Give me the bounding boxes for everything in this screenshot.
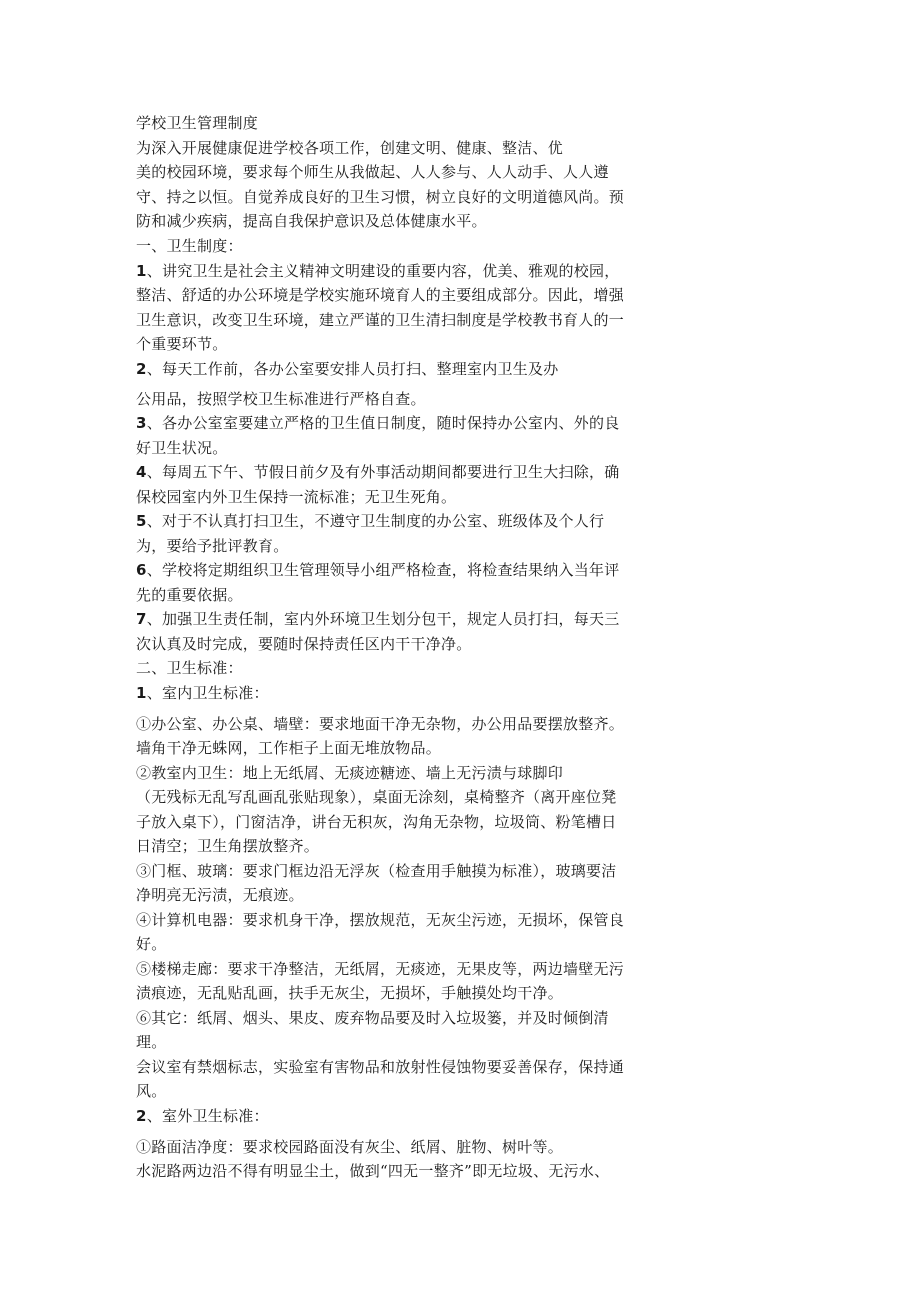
item-number: 2 <box>136 360 147 378</box>
rule-item-line: 公用品，按照学校卫生标准进行严格自查。 <box>136 390 426 408</box>
rule-item-line: 1、讲究卫生是社会主义精神文明建设的重要内容，优美、雅观的校园， <box>136 262 620 280</box>
standard-line: 墙角干净无蛛网，工作柜子上面无堆放物品。 <box>136 739 442 757</box>
rule-item-line: 6、学校将定期组织卫生管理领导小组严格检查，将检查结果纳入当年评 <box>136 561 620 579</box>
subsection-number: 2 <box>136 1107 147 1125</box>
item-number: 3 <box>136 414 147 432</box>
standard-line: 好。 <box>136 935 167 953</box>
standard-line: 会议室有禁烟标志，实验室有害物品和放射性侵蚀物要妥善保存，保持通 <box>136 1058 625 1076</box>
rule-item-line: 整洁、舒适的办公环境是学校实施环境育人的主要组成部分。因此，增强 <box>136 286 625 304</box>
rule-item-line: 3、各办公室室要建立严格的卫生值日制度，随时保持办公室内、外的良 <box>136 414 620 432</box>
rule-item-line: 好卫生状况。 <box>136 439 228 457</box>
standard-line: ⑤楼梯走廊：要求干净整洁，无纸屑，无痰迹，无果皮等，两边墙壁无污 <box>136 960 625 978</box>
item-number: 4 <box>136 463 147 481</box>
subsection-number: 1 <box>136 684 147 702</box>
rule-item-line: 7、加强卫生责任制，室内外环境卫生划分包干，规定人员打扫，每天三 <box>136 610 620 628</box>
rule-item-line: 4、每周五下午、节假日前夕及有外事活动期间都要进行卫生大扫除，确 <box>136 463 620 481</box>
rule-item-line: 为，要给予批评教育。 <box>136 537 289 555</box>
rule-item-line: 2、每天工作前，各办公室要安排人员打扫、整理室内卫生及办 <box>136 360 559 378</box>
intro-line: 防和减少疾病，提高自我保护意识及总体健康水平。 <box>136 212 487 230</box>
standard-line: ②教室内卫生：地上无纸屑、无痰迹糖迹、墙上无污渍与球脚印 <box>136 764 564 782</box>
standard-line: ④计算机电器：要求机身干净，摆放规范，无灰尘污迹，无损坏，保管良 <box>136 911 625 929</box>
standard-line: 风。 <box>136 1082 167 1100</box>
rule-item-line: 次认真及时完成，要随时保持责任区内干干净净。 <box>136 635 472 653</box>
intro-line: 守、持之以恒。自觉养成良好的卫生习惯，树立良好的文明道德风尚。预 <box>136 188 625 206</box>
rule-item-line: 保校园室内外卫生保持一流标准；无卫生死角。 <box>136 488 457 506</box>
standard-line: 渍痕迹，无乱贴乱画，扶手无灰尘，无损坏，手触摸处均干净。 <box>136 984 564 1002</box>
subsection-title: 2、室外卫生标准： <box>136 1107 269 1125</box>
standard-line: （无残标无乱写乱画乱张贴现象），桌面无涂刻，桌椅整齐（离开座位凳 <box>136 788 617 806</box>
item-number: 5 <box>136 512 147 530</box>
standard-line: ⑥其它：纸屑、烟头、果皮、废弃物品要及时入垃圾篓，并及时倾倒清 <box>136 1009 609 1027</box>
section-heading: 二、卫生标准： <box>136 659 243 677</box>
standard-line: 理。 <box>136 1033 167 1051</box>
rule-item-line: 先的重要依据。 <box>136 586 243 604</box>
standard-line: 净明亮无污渍，无痕迹。 <box>136 886 304 904</box>
section-heading: 一、卫生制度： <box>136 237 243 255</box>
item-number: 6 <box>136 561 147 579</box>
standard-line: ①办公室、办公桌、墙壁：要求地面干净无杂物，办公用品要摆放整齐。 <box>136 715 625 733</box>
rule-item-line: 卫生意识，改变卫生环境，建立严谨的卫生清扫制度是学校教书育人的一 <box>136 311 625 329</box>
standard-line: ①路面洁净度：要求校园路面没有灰尘、纸屑、脏物、树叶等。 <box>136 1138 564 1156</box>
subsection-title: 1、室内卫生标准： <box>136 684 269 702</box>
standard-line: 日清空；卫生角摆放整齐。 <box>136 837 320 855</box>
document-title: 学校卫生管理制度 <box>136 114 259 132</box>
standard-line: ③门框、玻璃：要求门框边沿无浮灰（检查用手触摸为标准），玻璃要洁 <box>136 862 617 880</box>
standard-line: 子放入桌下），门窗洁净，讲台无积灰，沟角无杂物，垃圾筒、粉笔槽日 <box>136 813 617 831</box>
rule-item-line: 5、对于不认真打扫卫生，不遵守卫生制度的办公室、班级体及个人行 <box>136 512 605 530</box>
intro-line: 为深入开展健康促进学校各项工作，创建文明、健康、整洁、优 <box>136 139 564 157</box>
item-number: 7 <box>136 610 147 628</box>
standard-line: 水泥路两边沿不得有明显尘土，做到“四无一整齐”即无垃圾、无污水、 <box>136 1162 610 1180</box>
item-number: 1 <box>136 262 147 280</box>
intro-line: 美的校园环境，要求每个师生从我做起、人人参与、人人动手、人人遵 <box>136 163 609 181</box>
rule-item-line: 个重要环节。 <box>136 335 228 353</box>
